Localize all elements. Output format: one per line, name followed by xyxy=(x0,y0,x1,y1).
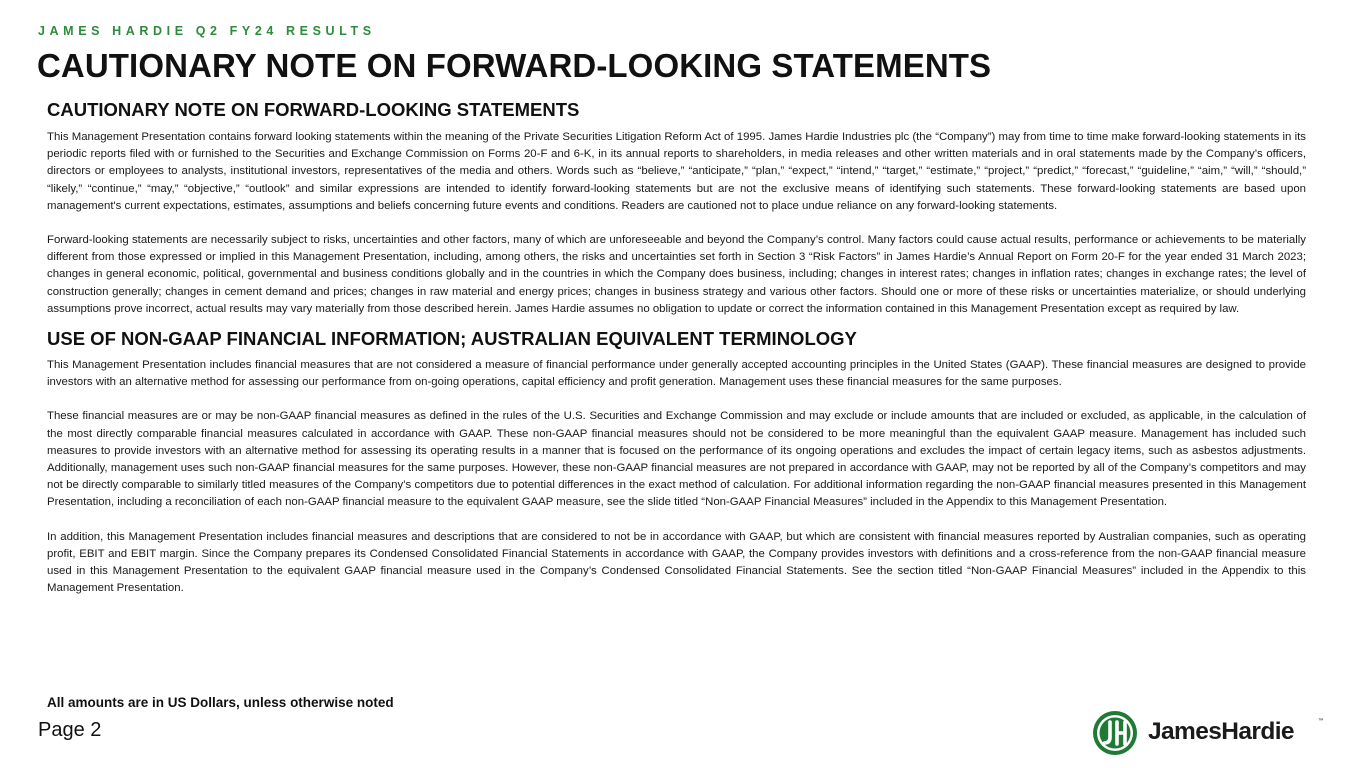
paragraph-non-gaap-intro: This Management Presentation includes financial measures that are not considered a measure of financial performance under generally accepted accounting principles in the United States (GAAP). These financial measures are designed to provide investors with an alternative method for assessing our performance from on-going operations, capital efficiency and profit generation. Management uses these financial measures for the same purposes. xyxy=(47,359,1306,389)
paragraph-non-gaap-definition: These financial measures are or may be non-GAAP financial measures as defined in the rules of the U.S. Securities and Exchange Commission and may exclude or include amounts that are included or excluded, as applicable, in the calculation of the most directly comparable financial measures calculated in accordance with GAAP. These non-GAAP financial measures should not be considered to be more meaningful than the equivalent GAAP measure. Management has included such measures to provide investors with an alternative method for assessing its operating results in a manner that is focused on the performance of its ongoing operations and excludes the impact of certain legacy items, such as asbestos adjustments. Additionally, management uses such non-GAAP financial measures for the same purposes. However, these non-GAAP financial measures are not prepared in accordance with GAAP, may not be reported by all of the Company’s competitors and may not be directly comparable to similarly titled measures of the Company’s competitors due to potential differences in the exact method of calculation. For additional information regarding the non-GAAP financial measures presented in this Management Presentation, including a reconciliation of each non-GAAP financial measure to the equivalent GAAP measure, see the slide titled “Non-GAAP Financial Measures” included in the Appendix to this Management Presentation. xyxy=(47,410,1306,509)
james-hardie-logo xyxy=(1092,710,1332,756)
section-heading-cautionary-note: CAUTIONARY NOTE ON FORWARD-LOOKING STATEMENTS xyxy=(47,99,580,120)
slide-body xyxy=(47,99,1306,597)
page-number: Page 2 xyxy=(38,719,102,741)
paragraph-forward-looking-risks: Forward-looking statements are necessarily subject to risks, uncertainties and other factors, many of which are unforeseeable and beyond the Company’s control. Many factors could cause actual results, performance or achievements to be materially different from those expressed or implied in this Management Presentation, including, among others, the risks and uncertainties set forth in Section 3 “Risk Factors” in James Hardie’s Annual Report on Form 20-F for the year ended 31 March 2023; changes in general economic, political, governmental and business conditions globally and in the countries in which the Company does business, including; changes in interest rates; changes in inflation rates; changes in exchange rates; the level of construction generally; changes in cement demand and prices; changes in raw material and energy prices; changes in business strategy and various other factors. Should one or more of these risks or uncertainties materialize, or should underlying assumptions prove incorrect, actual results may vary materially from those described herein. James Hardie assumes no obligation to update or correct the information contained in this Management Presentation except as required by law. xyxy=(47,234,1306,315)
page-title: CAUTIONARY NOTE ON FORWARD-LOOKING STATEMENTS xyxy=(37,47,992,84)
presentation-kicker: JAMES HARDIE Q2 FY24 RESULTS xyxy=(38,24,376,38)
section-heading-non-gaap: USE OF NON-GAAP FINANCIAL INFORMATION; AUSTRALIAN EQUIVALENT TERMINOLOGY xyxy=(47,328,857,350)
paragraph-forward-looking-definition: This Management Presentation contains forward looking statements within the meaning of the Private Securities Litigation Reform Act of 1995. James Hardie Industries plc (the “Company”) may from time to time make forward-looking statements in its periodic reports filed with or furnished to the Securities and Exchange Commission on Forms 20-F and 6-K, in its annual reports to shareholders, in media releases and other written materials and in oral statements made by the Company’s officers, directors or employees to analysts, institutional investors, representatives of the media and others. Words such as “believe,” “anticipate,” “plan,” “expect,” “intend,” “target,” “estimate,” “project,” “predict,” “forecast,” “guideline,” “aim,” “will,” “should,” “likely,” “continue,” “may,” “objective,” “outlook” and similar expressions are intended to identify forward-looking statements but are not the exclusive means of identifying such statements. These forward-looking statements are based upon management's current expectations, estimates, assumptions and beliefs concerning future events and conditions. Readers are cautioned not to place undue reliance on any forward-looking statements. xyxy=(47,131,1306,212)
logo-wordmark: JamesHardie xyxy=(1148,718,1294,745)
trademark-symbol: ™ xyxy=(1318,718,1324,724)
currency-footnote: All amounts are in US Dollars, unless otherwise noted xyxy=(47,695,394,710)
paragraph-australian-terminology: In addition, this Management Presentation includes financial measures and descriptions that are considered to not be in accordance with GAAP, but which are consistent with financial measures reported by Australian companies, such as operating profit, EBIT and EBIT margin. Since the Company prepares its Condensed Consolidated Financial Statements in accordance with GAAP, the Company provides investors with definitions and a cross-reference from the non-GAAP financial measure used in this Management Presentation to the equivalent GAAP financial measure used in the Company’s Condensed Consolidated Financial Statements. See the section titled “Non-GAAP Financial Measures” included in the Appendix to this Management Presentation. xyxy=(47,530,1306,595)
jh-monogram-icon xyxy=(1092,710,1138,756)
